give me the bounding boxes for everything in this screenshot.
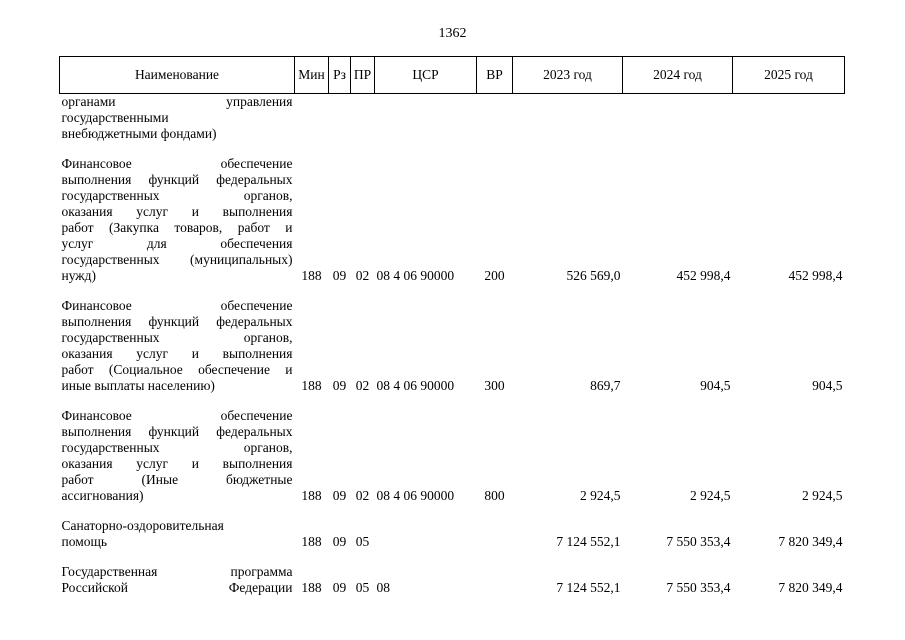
row-spacer-cell	[60, 142, 845, 156]
row-spacer	[60, 550, 845, 564]
name-line: Финансовое обеспечение	[61, 156, 293, 171]
cell-2024: 7 550 353,4	[666, 534, 731, 549]
name-line: оказания услуг и выполнения	[61, 204, 293, 219]
cell-min: 188	[301, 378, 322, 393]
name-line: органами управления	[61, 94, 293, 109]
row-spacer-cell	[60, 284, 845, 298]
cell-vr: 300	[484, 378, 505, 393]
cell-2024	[623, 94, 733, 143]
row-spacer-cell	[60, 550, 845, 564]
cell-pr: 05	[355, 534, 370, 549]
table-row	[60, 298, 845, 394]
cell-vr	[477, 518, 513, 550]
row-spacer-cell	[60, 504, 845, 518]
header-pr: ПР	[351, 57, 375, 94]
cell-vr	[477, 94, 513, 143]
cell-2023: 869,7	[590, 378, 621, 393]
name-line: внебюджетными фондами)	[61, 126, 217, 141]
table-row	[60, 408, 845, 504]
cell-csr	[375, 518, 477, 550]
cell-2024: 7 550 353,4	[666, 580, 731, 595]
cell-name	[60, 94, 295, 143]
header-min: Мин	[295, 57, 329, 94]
row-spacer	[60, 504, 845, 518]
cell-2024: 904,5	[700, 378, 731, 393]
name-line: государственных органов,	[61, 188, 293, 203]
cell-2023: 7 124 552,1	[556, 580, 621, 595]
header-2025: 2025 год	[733, 57, 845, 94]
name-line: помощь	[61, 534, 108, 549]
cell-2023: 526 569,0	[566, 268, 621, 283]
table-row	[60, 518, 845, 550]
cell-vr: 800	[484, 488, 505, 503]
name-line: государственных органов,	[61, 330, 293, 345]
page-number: 1362	[438, 26, 467, 41]
cell-2024: 2 924,5	[690, 488, 731, 503]
name-line: Российской Федерации	[61, 580, 293, 595]
cell-pr: 02	[355, 378, 370, 393]
cell-csr: 08 4 06 90000	[376, 378, 455, 393]
cell-csr: 08 4 06 90000	[376, 268, 455, 283]
budget-table	[59, 56, 845, 596]
name-line: государственными	[61, 110, 169, 125]
table-row	[60, 156, 845, 284]
cell-vr	[477, 564, 513, 596]
name-line: Финансовое обеспечение	[61, 298, 293, 313]
name-line: ассигнования)	[61, 488, 144, 503]
cell-min: 188	[301, 488, 322, 503]
header-2024: 2024 год	[623, 57, 733, 94]
header-rz: Рз	[329, 57, 351, 94]
cell-name	[60, 564, 295, 596]
name-line: работ (Иные бюджетные	[61, 472, 293, 487]
cell-name	[60, 156, 295, 284]
cell-2025: 904,5	[812, 378, 843, 393]
cell-2025: 452 998,4	[788, 268, 843, 283]
cell-rz: 09	[332, 268, 347, 283]
cell-name	[60, 298, 295, 394]
cell-pr	[351, 94, 375, 143]
name-line: Государственная программа	[61, 564, 293, 579]
cell-2025: 7 820 349,4	[778, 580, 843, 595]
cell-2025: 2 924,5	[802, 488, 843, 503]
name-line: иные выплаты населению)	[61, 378, 215, 393]
cell-2025: 7 820 349,4	[778, 534, 843, 549]
cell-vr: 200	[484, 268, 505, 283]
name-line: услуг для обеспечения	[61, 236, 293, 251]
name-line: работ (Социальное обеспечение и	[61, 362, 293, 377]
header-csr: ЦСР	[375, 57, 477, 94]
cell-2023: 7 124 552,1	[556, 534, 621, 549]
cell-rz: 09	[332, 534, 347, 549]
cell-rz: 09	[332, 488, 347, 503]
cell-csr: 08	[376, 580, 390, 595]
name-line: выполнения функций федеральных	[61, 314, 293, 329]
header-name: Наименование	[60, 57, 295, 94]
cell-2023	[513, 94, 623, 143]
cell-pr: 02	[355, 268, 370, 283]
cell-csr	[375, 94, 477, 143]
cell-csr: 08 4 06 90000	[376, 488, 455, 503]
cell-min	[295, 94, 329, 143]
row-spacer	[60, 142, 845, 156]
cell-name	[60, 518, 295, 550]
cell-rz: 09	[332, 580, 347, 595]
name-line: нужд)	[61, 268, 96, 283]
name-line: выполнения функций федеральных	[61, 172, 293, 187]
name-line: выполнения функций федеральных	[61, 424, 293, 439]
table-row	[60, 564, 845, 596]
name-line: государственных органов,	[61, 440, 293, 455]
table-row	[60, 94, 845, 143]
cell-min: 188	[301, 268, 322, 283]
cell-rz	[329, 94, 351, 143]
cell-min: 188	[301, 534, 322, 549]
row-spacer	[60, 284, 845, 298]
table-header-row	[60, 57, 845, 94]
name-line: оказания услуг и выполнения	[61, 456, 293, 471]
name-line: Санаторно-оздоровительная	[61, 518, 224, 533]
name-line: оказания услуг и выполнения	[61, 346, 293, 361]
header-2023: 2023 год	[513, 57, 623, 94]
cell-pr: 05	[355, 580, 370, 595]
name-line: Финансовое обеспечение	[61, 408, 293, 423]
row-spacer	[60, 394, 845, 408]
cell-min: 188	[301, 580, 322, 595]
header-vr: ВР	[477, 57, 513, 94]
cell-rz: 09	[332, 378, 347, 393]
cell-2024: 452 998,4	[676, 268, 731, 283]
cell-pr: 02	[355, 488, 370, 503]
cell-2025	[733, 94, 845, 143]
name-line: работ (Закупка товаров, работ и	[61, 220, 293, 235]
row-spacer-cell	[60, 394, 845, 408]
name-line: государственных (муниципальных)	[61, 252, 293, 267]
cell-2023: 2 924,5	[580, 488, 621, 503]
cell-name	[60, 408, 295, 504]
